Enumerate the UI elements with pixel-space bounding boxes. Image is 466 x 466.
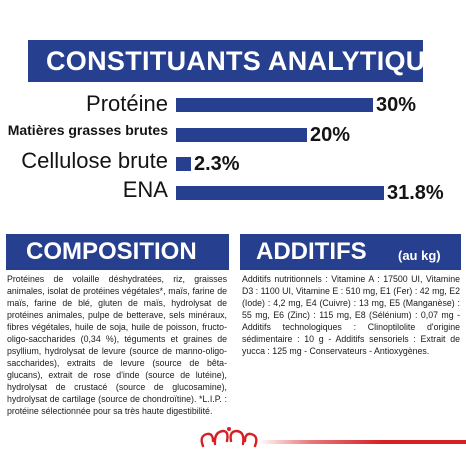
bar-cellulose: [176, 157, 191, 171]
row-label-matieres-grasses: Matières grasses brutes: [7, 122, 168, 138]
royal-canin-crown-icon: [193, 426, 265, 450]
value-proteine: 30%: [376, 94, 417, 116]
row-label-proteine: Protéine: [86, 91, 168, 116]
additifs-banner: [240, 234, 461, 270]
value-ena: 31.8%: [387, 182, 444, 204]
bar-proteine: [176, 98, 373, 112]
row-label-cellulose: Cellulose brute: [21, 148, 168, 173]
composition-banner: [6, 234, 229, 270]
red-stripe: [258, 440, 466, 444]
value-matieres-grasses: 20%: [310, 124, 351, 146]
value-cellulose: 2.3%: [194, 153, 240, 175]
bar-ena: [176, 186, 384, 200]
analytics-banner: [28, 40, 463, 82]
row-label-ena: ENA: [122, 177, 168, 202]
additifs-text: Additifs nutritionnels : Vitamine A : 17500 UI, Vitamine D3 : 1100 UI, Vitamine E : 510 mg, E1 (Fer) : 42 mg, E2 (Iode) : 4,2 mg, E4 (Cuivre) : 13 mg, E5 (Manganèse) : 55 mg, E6 (Zinc) : 115 mg, E8 (Sélénium) : 0,07 mg - Additifs technologiques : Clinoptilolite d'origine sédimentaire : 10 g - Additifs sensoriels : Extrait de yucca : 125 mg - Conservateurs - Antioxygènes.: [242, 274, 460, 356]
composition-title: COMPOSITION: [26, 238, 197, 265]
analytics-title: CONSTITUANTS ANALYTIQUES: [46, 46, 463, 76]
composition-text: Protéines de volaille déshydratées, riz, graisses animales, isolat de protéines végétales*, maïs, farine de maïs, farine de blé, gluten de maïs, hydrolysat de protéines animales, pulpe de betterave, sels minéraux, fibres végétales, huile de soja, huile de poisson, fructo-oligo-saccharides (0,34 %), téguments et graines de psyllium, hydrolysat de levure (source de manno-oligo-saccharides), extraits de levure (source de bêta-glucans), extrait de rose d'inde (source de lutéine), hydrolysat de crustacé (source de glucosamine), hydrolysat de cartilage (source de chondroïtine). *L.I.P. : protéine sélectionnée pour sa très haute digestibilité.: [7, 274, 227, 416]
bar-matieres-grasses: [176, 128, 307, 142]
additifs-title: ADDITIFS: [256, 238, 367, 265]
additifs-unit: (au kg): [398, 248, 441, 263]
